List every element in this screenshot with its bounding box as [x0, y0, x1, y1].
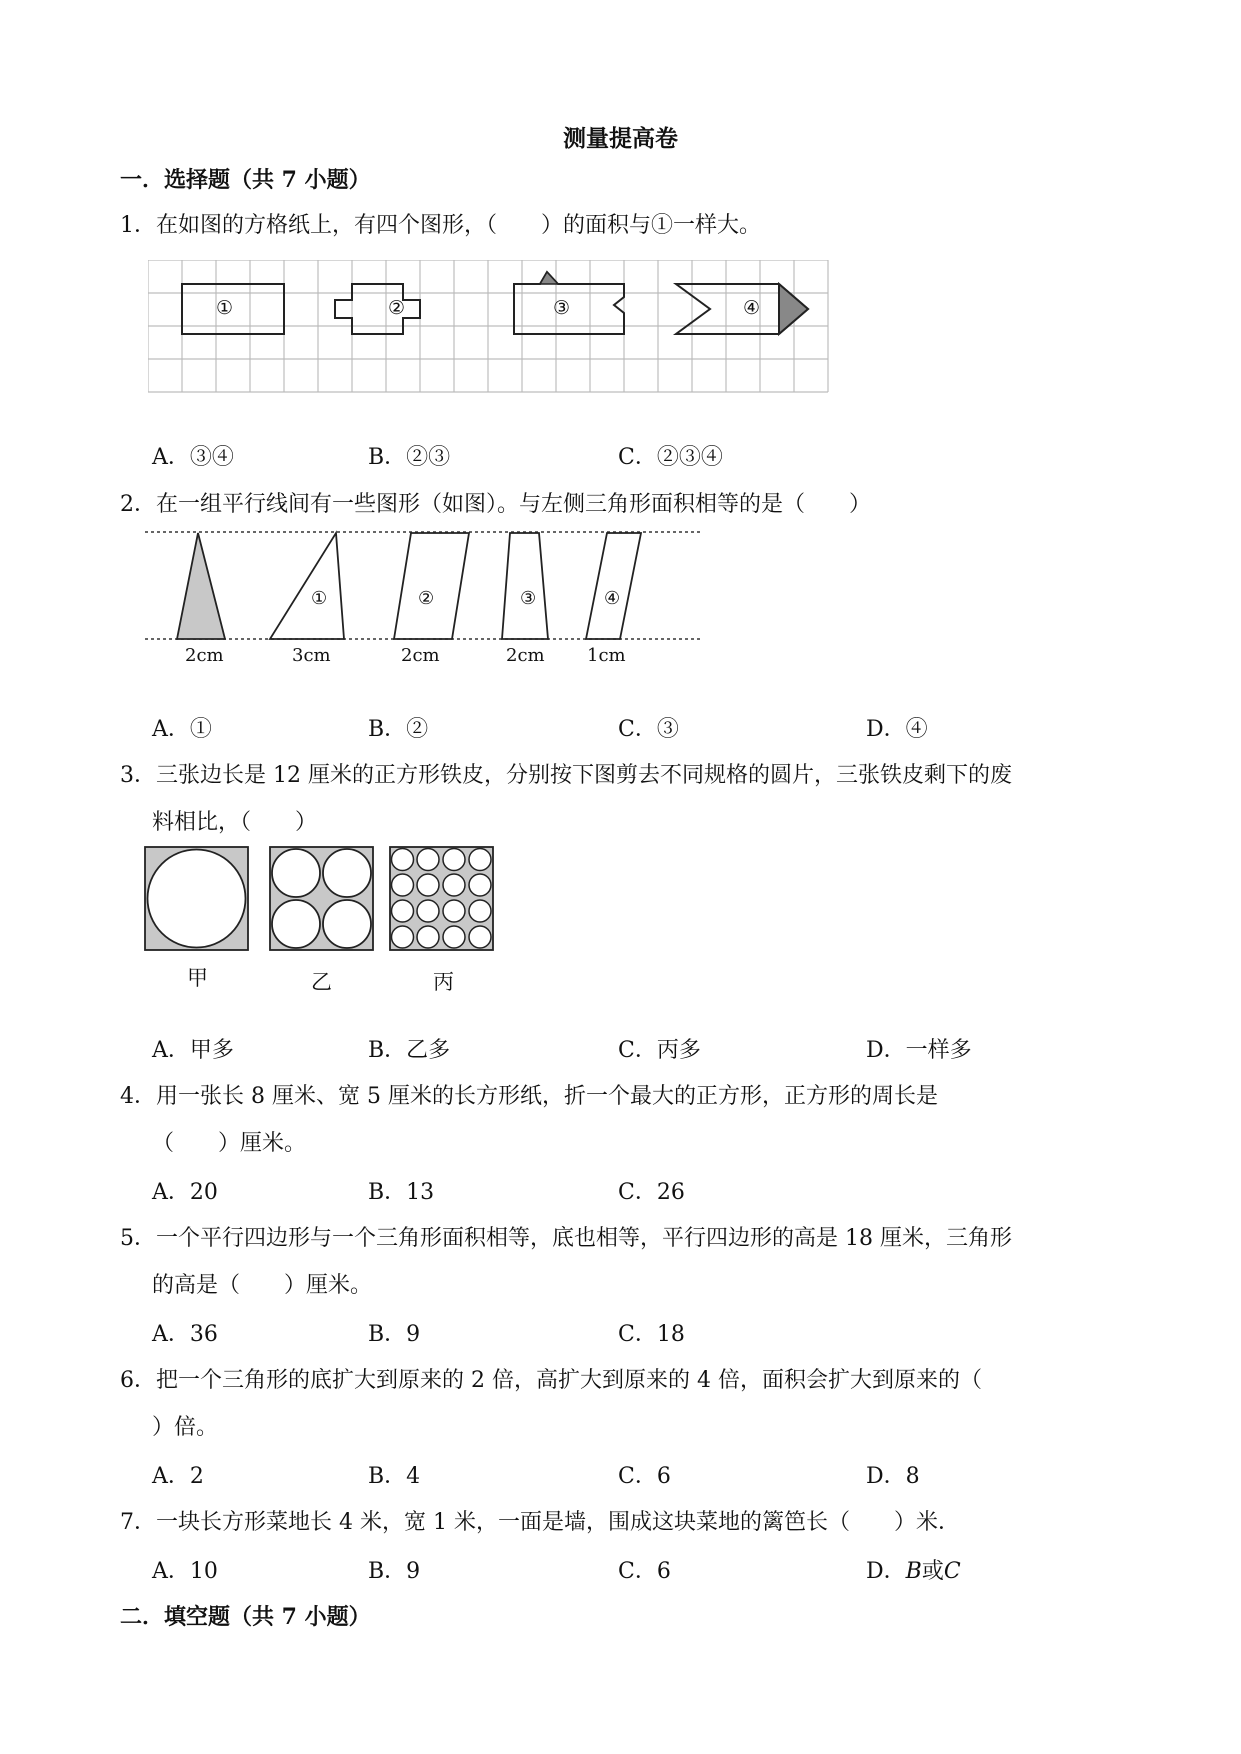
shape-2-parallelogram — [394, 533, 469, 639]
question-3-text-line-1: 3．三张边长是 12 厘米的正方形铁皮，分别按下图剪去不同规格的圆片，三张铁皮剩下的废 — [120, 763, 1012, 788]
option-d-b: B — [905, 1559, 922, 1584]
q2-shape-3-label: ③ — [520, 588, 537, 609]
question-7-option-a[interactable]: A．10 — [152, 1559, 218, 1584]
question-5-option-b[interactable]: B．9 — [368, 1322, 421, 1347]
question-6-option-c[interactable]: C．6 — [618, 1464, 671, 1489]
question-1-option-c[interactable]: C．②③④ — [618, 445, 723, 470]
base-label-4: 1cm — [587, 645, 626, 666]
question-3-text-line-2: 料相比，（ ） — [152, 810, 318, 835]
question-5-text-line-1: 5．一个平行四边形与一个三角形面积相等，底也相等，平行四边形的高是 18 厘米，三角形 — [120, 1226, 1012, 1251]
base-label-reference: 2cm — [185, 645, 224, 666]
question-2-option-c[interactable]: C．③ — [618, 717, 679, 742]
q2-shape-2-label: ② — [418, 588, 435, 609]
circle-jia — [148, 850, 246, 948]
question-6-option-a[interactable]: A．2 — [152, 1464, 204, 1489]
q2-shape-1-label: ① — [311, 588, 328, 609]
shape-2-label: ② — [388, 297, 406, 319]
question-6-text-line-1: 6．把一个三角形的底扩大到原来的 2 倍，高扩大到原来的 4 倍，面积会扩大到原来的（ — [120, 1368, 982, 1393]
question-1-grid-figure — [148, 260, 838, 395]
question-4-text-line-1: 4．用一张长 8 厘米、宽 5 厘米的长方形纸，折一个最大的正方形，正方形的周长是 — [120, 1084, 938, 1109]
page-title: 测量提高卷 — [563, 125, 678, 152]
reference-triangle — [177, 533, 225, 639]
question-7-option-b[interactable]: B．9 — [368, 1559, 421, 1584]
question-2-option-a[interactable]: A．① — [152, 717, 212, 742]
section-heading-fill-in: 二．填空题（共 7 小题） — [120, 1604, 371, 1630]
question-7-option-d[interactable] — [866, 1554, 961, 1585]
question-5-option-c[interactable]: C．18 — [618, 1322, 685, 1347]
question-5-option-a[interactable]: A．36 — [152, 1322, 218, 1347]
shape-3-trapezoid — [502, 533, 548, 639]
question-6-text-line-2: ）倍。 — [152, 1415, 219, 1440]
question-3-option-a[interactable]: A．甲多 — [152, 1038, 234, 1063]
question-6-option-b[interactable]: B．4 — [368, 1464, 421, 1489]
shape-3-shaded-tab — [540, 272, 558, 284]
question-6-option-d[interactable]: D．8 — [866, 1464, 920, 1489]
shape-4-label: ④ — [743, 297, 761, 319]
base-label-2: 2cm — [401, 645, 440, 666]
question-2-parallel-figure — [140, 525, 710, 645]
question-3-squares-figure — [143, 845, 498, 955]
caption-yi: 乙 — [311, 970, 332, 994]
question-7-text: 7．一块长方形菜地长 4 米，宽 1 米，一面是墙，围成这块菜地的篱笆长（ ）米． — [120, 1510, 960, 1535]
base-label-1: 3cm — [292, 645, 331, 666]
question-2-option-b[interactable]: B．② — [368, 717, 429, 742]
question-5-text-line-2: 的高是（ ）厘米。 — [152, 1273, 373, 1298]
question-2-text: 2．在一组平行线间有一些图形（如图）。与左侧三角形面积相等的是（ ） — [120, 492, 871, 517]
option-d-prefix: D． — [866, 1559, 906, 1584]
question-3-option-b[interactable]: B．乙多 — [368, 1038, 451, 1063]
question-4-option-b[interactable]: B．13 — [368, 1180, 435, 1205]
question-4-option-c[interactable]: C．26 — [618, 1180, 685, 1205]
caption-bing: 丙 — [433, 970, 454, 994]
shape-3-label: ③ — [553, 297, 571, 319]
question-1-option-b[interactable]: B．②③ — [368, 445, 451, 470]
shape-1-label: ① — [216, 297, 234, 319]
q2-shape-4-label: ④ — [604, 588, 621, 609]
question-4-text-line-2: （ ）厘米。 — [152, 1131, 307, 1156]
question-3-option-d[interactable]: D．一样多 — [866, 1038, 972, 1063]
shape-1-triangle — [270, 533, 344, 639]
base-label-3: 2cm — [506, 645, 545, 666]
question-3-option-c[interactable]: C．丙多 — [618, 1038, 701, 1063]
option-d-or: 或 — [921, 1559, 944, 1584]
option-d-c: C — [943, 1559, 961, 1584]
question-1-option-a[interactable]: A．③④ — [152, 445, 234, 470]
caption-jia: 甲 — [187, 966, 208, 990]
question-2-option-d[interactable]: D．④ — [866, 717, 928, 742]
shape-4-parallelogram — [586, 533, 641, 639]
question-1-text: 1．在如图的方格纸上，有四个图形，（ ）的面积与①一样大。 — [120, 213, 761, 238]
question-4-option-a[interactable]: A．20 — [152, 1180, 218, 1205]
section-heading-choice: 一．选择题（共 7 小题） — [120, 167, 371, 193]
question-7-option-c[interactable]: C．6 — [618, 1559, 671, 1584]
